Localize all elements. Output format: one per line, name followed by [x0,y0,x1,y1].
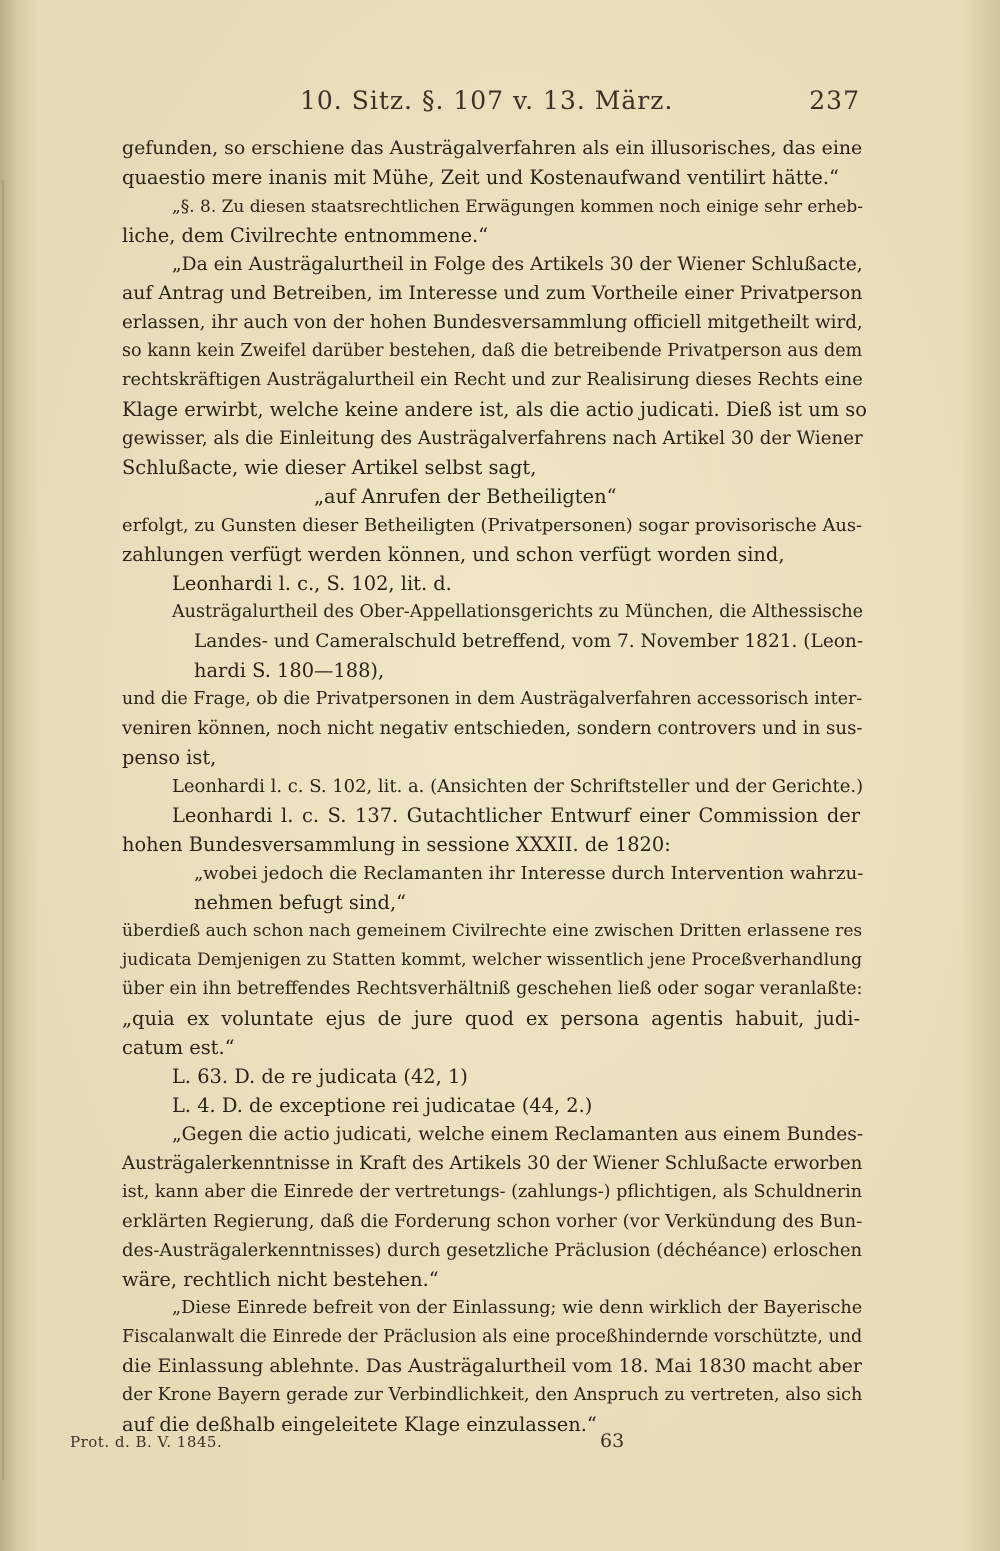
text-line: „Gegen die actio judicati, welche einem Reclamanten aus einem Bundes- [172,1124,864,1145]
quote-line: „wobei jedoch die Reclamanten ihr Interesse durch Intervention wahrzu- [194,863,864,884]
quote-line: „auf Anrufen der Betheiligten“ [314,485,617,508]
citation-line: Landes- und Cameralschuld betreffend, vom 7. November 1821. (Leon- [194,631,864,652]
citation-line: Austrägalurtheil des Ober-Appellationsgerichts zu München, die Althessische [172,602,864,622]
binding-edge [2,180,4,1480]
text-line: liche, dem Civilrechte entnommene.“ [122,224,489,247]
text-line: „quia ex voluntate ejus de jure quod ex persona agentis habuit, judi- [122,1007,860,1030]
text-line: erklärten Regierung, daß die Forderung schon vorher (vor Verkündung des Bun- [122,1211,863,1232]
page-number: 237 [809,86,860,115]
text-line: gewisser, als die Einleitung des Austrägalverfahrens nach Artikel 30 der Wiener [122,428,863,449]
text-line: erfolgt, zu Gunsten dieser Betheiligten (Privatpersonen) sogar provisorische Aus- [122,515,863,536]
text-line: Klage erwirbt, welche keine andere ist, als die actio judicati. Dieß ist um so [122,398,867,421]
text-line: auf die deßhalb eingeleitete Klage einzulassen.“ [122,1413,597,1436]
text-line: zahlungen verfügt werden können, und schon verfügt worden sind, [122,543,785,566]
citation-line: Leonhardi l. c. S. 102, lit. a. (Ansichten der Schriftsteller und der Gerichte.) [172,776,864,797]
citation-line: Leonhardi l. c. S. 137. Gutachtlicher Entwurf einer Commission der [172,804,860,827]
text-line: quaestio mere inanis mit Mühe, Zeit und Kostenaufwand ventilirt hätte.“ [122,166,839,189]
text-line: wäre, rechtlich nicht bestehen.“ [122,1268,439,1291]
text-line: Schlußacte, wie dieser Artikel selbst sagt, [122,456,537,479]
text-line: der Krone Bayern gerade zur Verbindlichkeit, den Anspruch zu vertreten, also sich [122,1385,863,1405]
text-line: so kann kein Zweifel darüber bestehen, daß die betreibende Privatperson aus dem [122,341,863,361]
text-line: über ein ihn betreffendes Rechtsverhältniß geschehen ließ oder sogar veranlaßte: [122,979,863,999]
text-line: „Diese Einrede befreit von der Einlassung; wie denn wirklich der Bayerische [172,1298,863,1318]
text-line: penso ist, [122,746,217,769]
text-line: ist, kann aber die Einrede der vertretungs- (zahlungs-) pflichtigen, als Schuldnerin [122,1182,863,1202]
quote-line: nehmen befugt sind,“ [194,891,407,914]
citation-line: L. 63. D. de re judicata (42, 1) [172,1065,468,1088]
running-title: 10. Sitz. §. 107 v. 13. März. [300,86,674,115]
footer-signature: Prot. d. B. V. 1845. [70,1433,223,1451]
text-line: hohen Bundesversammlung in sessione XXXII. de 1820: [122,833,671,856]
text-line: auf Antrag und Betreiben, im Interesse und zum Vortheile einer Privatperson [122,282,863,304]
text-line: erlassen, ihr auch von der hohen Bundesversammlung officiell mitgetheilt wird, [122,312,863,333]
citation-line: Leonhardi l. c., S. 102, lit. d. [172,572,452,595]
text-line: „Da ein Austrägalurtheil in Folge des Artikels 30 der Wiener Schlußacte, [172,254,863,275]
text-line: „§. 8. Zu diesen staatsrechtlichen Erwägungen kommen noch einige sehr erheb- [172,196,863,216]
citation-line: hardi S. 180—188), [194,659,385,682]
text-line: überdieß auch schon nach gemeinem Civilrechte eine zwischen Dritten erlassene res [122,921,863,941]
text-line: judicata Demjenigen zu Statten kommt, welcher wissentlich jene Proceßverhandlung [122,950,863,970]
text-line: Fiscalanwalt die Einrede der Präclusion als eine proceßhindernde vorschützte, und [122,1327,863,1347]
sheet-number: 63 [600,1430,625,1452]
text-line: und die Frage, ob die Privatpersonen in dem Austrägalverfahren accessorisch inter- [122,689,863,709]
text-line: Austrägalerkenntnisse in Kraft des Artikels 30 der Wiener Schlußacte erworben [122,1153,863,1174]
citation-line: L. 4. D. de exceptione rei judicatae (44, 2.) [172,1094,593,1117]
text-line: veniren können, noch nicht negativ entschieden, sondern controvers und in sus- [122,718,863,739]
text-line: catum est.“ [122,1036,235,1059]
running-header [300,86,860,115]
text-line: gefunden, so erschiene das Austrägalverfahren als ein illusorisches, das eine [122,137,863,159]
text-line: des-Austrägalerkenntnisses) durch gesetzliche Präclusion (déchéance) erloschen [122,1240,863,1261]
text-line: die Einlassung ablehnte. Das Austrägalurtheil vom 18. Mai 1830 macht aber [122,1355,862,1377]
text-line: rechtskräftigen Austrägalurtheil ein Recht und zur Realisirung dieses Rechts eine [122,370,863,390]
